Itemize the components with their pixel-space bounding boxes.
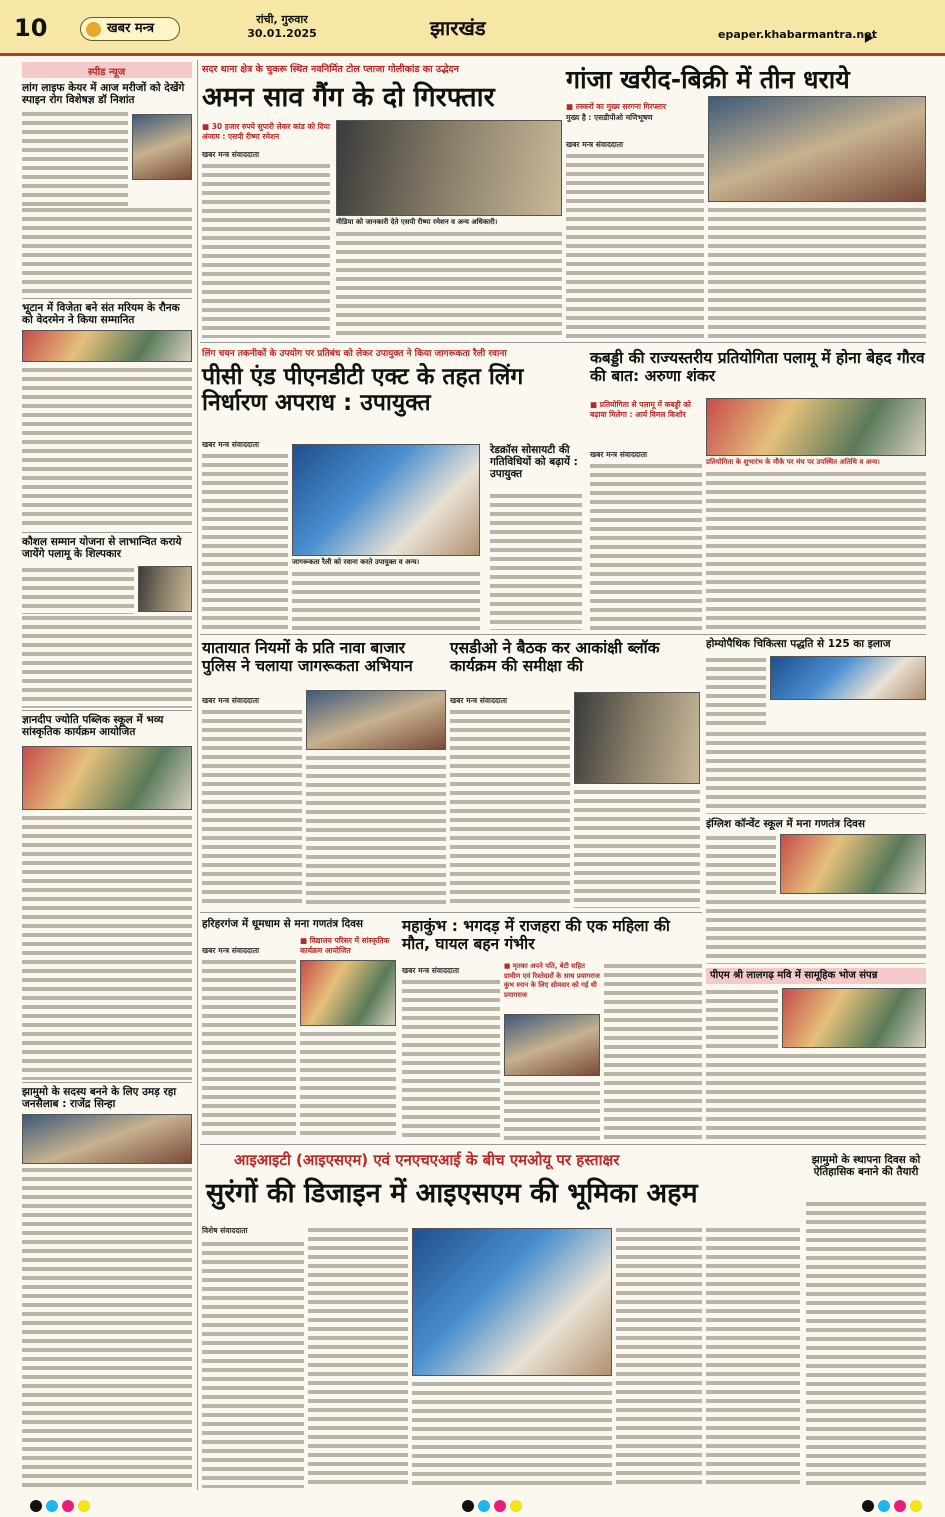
magenta-mark-icon <box>494 1500 506 1512</box>
story-iit-col3 <box>412 1380 612 1488</box>
story-gyandeep-text <box>22 814 192 1080</box>
photo-cultural <box>22 746 192 810</box>
headline-iit: सुरंगों की डिजाइन में आइएसएम की भूमिका अहम <box>206 1178 698 1209</box>
headline-bhutan: भूटान में विजेता बने संत मरियम के रौनक को वेदरमेन ने किया सम्मानित <box>22 302 180 327</box>
story-sdo-col2 <box>574 788 700 908</box>
story-pcpndt-col1 <box>202 452 288 630</box>
yellow-mark-icon <box>78 1500 90 1512</box>
story-pcpndt-col2 <box>292 570 480 630</box>
section-divider <box>200 1144 926 1145</box>
story-mahakumbh-col3 <box>604 962 702 1140</box>
story-jmm-members-text <box>22 1166 192 1492</box>
story-aman-col2 <box>336 230 562 338</box>
epaper-link[interactable]: epaper.khabarmantra.net <box>718 28 877 41</box>
byline-ganja: खबर मन्त्र संवाददाता <box>566 140 624 149</box>
headline-sdo: एसडीओ ने बैठक कर आकांक्षी ब्लॉक कार्यक्रम की समीक्षा की <box>450 639 660 675</box>
yellow-mark-icon <box>910 1500 922 1512</box>
logo-icon <box>86 22 101 37</box>
photo-nava <box>306 690 446 750</box>
speed-news-label: स्पीड न्यूज <box>88 67 126 78</box>
story-mahakumbh-col2 <box>504 1080 600 1140</box>
headline-mahakumbh: महाकुंभ : भगदड़ में राजहरा की एक महिला की मौत, घायल बहन गंभीर <box>402 917 670 953</box>
story-sdo-col1 <box>450 708 570 908</box>
story-kaushal-text-2 <box>22 614 192 708</box>
photo-ganja-seized <box>708 96 926 202</box>
photo-english-convent <box>780 834 926 894</box>
headline-hariharganj: हरिहरगंज में धूमधाम से मना गणतंत्र दिवस <box>202 918 364 930</box>
photo-kabaddi <box>706 398 926 456</box>
byline-aman: खबर मन्त्र संवाददाता <box>202 150 260 159</box>
photo-homeo <box>770 656 926 700</box>
story-nava-col2 <box>306 754 446 908</box>
byline-pcpndt: खबर मन्त्र संवाददाता <box>202 440 260 449</box>
story-english-col1 <box>706 834 776 894</box>
headline-jmm-members: झामुमो के सदस्य बनने के लिए उमड़ रहा जनसैलाब : राजेंद्र सिन्हा <box>22 1086 177 1111</box>
kicker-toll-plaza: सदर थाना क्षेत्र के चुकरू स्थित नवनिर्मित टोल प्लाजा गोलीकांड का उद्भेदन <box>202 64 459 75</box>
registration-mark-icon <box>862 1500 874 1512</box>
story-kabaddi-col1 <box>590 462 702 630</box>
story-ganja-col2 <box>708 206 926 338</box>
caption-kabaddi: प्रतियोगिता के शुभारंभ के मौके पर मंच पर उपस्थित अतिथि व अन्य। <box>706 458 880 466</box>
column-divider <box>197 60 198 1490</box>
photo-doctor <box>132 114 192 180</box>
headline-kaushal: कौशल सम्मान योजना से लाभान्वित कराये जायेंगे पलामू के शिल्पकार <box>22 536 182 561</box>
section-name: झारखंड <box>430 16 486 40</box>
byline-kabaddi: खबर मन्त्र संवाददाता <box>590 450 648 459</box>
headline-homeo: होम्योपैथिक चिकित्सा पद्धति से 125 का इलाज <box>706 638 891 650</box>
story-iit-col4 <box>616 1226 702 1488</box>
photo-sdo <box>574 692 700 784</box>
brand-logo: खबर मन्त्र <box>80 17 180 41</box>
divider <box>22 298 192 299</box>
photo-officer <box>138 566 192 612</box>
subhead-kabaddi: ■ प्रतियोगिता से पलामू में कबड्डी को बढ़ावा मिलेगा : आर्य विमल किशोर <box>590 400 691 419</box>
story-longlife-text <box>22 110 128 206</box>
story-iit-col5 <box>706 1226 800 1488</box>
byline-sdo: खबर मन्त्र संवाददाता <box>450 696 508 705</box>
dateline: रांची, गुरुवार 30.01.2025 <box>247 13 317 40</box>
story-longlife-text-2 <box>22 206 192 296</box>
headline-pcpndt: पीसी एंड पीएनडीटी एक्ट के तहत लिंग निर्धारण अपराध : उपायुक्त <box>202 364 524 417</box>
photo-jmm-meeting <box>22 1114 192 1164</box>
story-homeo-col1 <box>706 656 766 730</box>
headline-gyandeep: ज्ञानदीप ज्योति पब्लिक स्कूल में भव्य सांस्कृतिक कार्यक्रम आयोजित <box>22 714 164 739</box>
magenta-mark-icon <box>894 1500 906 1512</box>
byline-mahakumbh: खबर मन्त्र संवाददाता <box>402 966 460 975</box>
story-iit-col2 <box>308 1226 408 1488</box>
subhead-ganja-2: मुख्य है : एसडीपीओ मणिभूषण <box>566 113 653 122</box>
headline-ganja: गांजा खरीद-बिक्री में तीन धराये <box>566 65 850 94</box>
cyan-mark-icon <box>478 1500 490 1512</box>
story-bhoj-col2 <box>706 1052 926 1140</box>
story-aman-col1 <box>202 162 330 338</box>
subhead-ganja-1: ■ तस्करों का मुख्य सरगना गिरफ्तार <box>566 102 667 111</box>
divider <box>22 710 192 711</box>
print-color-marks <box>0 1496 945 1517</box>
cyan-mark-icon <box>878 1500 890 1512</box>
divider <box>22 1082 192 1083</box>
byline-hariharganj: खबर मन्त्र संवाददाता <box>202 946 260 955</box>
section-divider <box>200 342 926 343</box>
byline-iit: विशेष संवाददाता <box>202 1226 248 1235</box>
story-ganja-col1 <box>566 152 704 338</box>
story-jmm-foundation <box>806 1200 926 1488</box>
caption-rally: जागरूकता रैली को रवाना करते उपायुक्त व अन्य। <box>292 558 420 566</box>
subhead-mahakumbh: ■ मृतका अपने पति, बेटी सहित ग्रामीण एवं रिश्तेदारों के साथ प्रयागराज कुंभ स्नान के लिए सोमवार को गई थी प्रयागराज <box>504 962 600 999</box>
story-kaushal-text <box>22 566 134 614</box>
magenta-mark-icon <box>62 1500 74 1512</box>
caption-aman: मीडिया को जानकारी देते एसपी रीष्मा रमेशन व अन्य अधिकारी। <box>336 218 498 226</box>
headline-kabaddi: कबड्डी की राज्यस्तरीय प्रतियोगिता पलामू में होना बेहद गौरव की बात: अरुणा शंकर <box>590 349 925 385</box>
page-number: 10 <box>14 14 48 42</box>
headline-redcross: रेडक्रॉस सोसायटी की गतिविधियों को बढ़ायें : उपायुक्त <box>490 444 578 481</box>
story-kabaddi-col2 <box>706 470 926 630</box>
headline-jmm-foundation: झामुमो के स्थापना दिवस को ऐतिहासिक बनाने की तैयारी <box>811 1154 921 1179</box>
headline-bhoj: पीएम श्री लालगढ़ मवि में सामूहिक भोज संपन्न <box>710 970 878 981</box>
section-divider <box>200 912 702 913</box>
photo-award <box>22 330 192 362</box>
story-bhoj-col1 <box>706 988 778 1048</box>
headline-english-convent: इंग्लिश कॉन्वेंट स्कूल में मना गणतंत्र दिवस <box>706 818 865 830</box>
section-divider <box>200 634 926 635</box>
kicker-pcpndt: लिंग चयन तकनीकों के उपयोग पर प्रतिबंध को लेकर उपायुक्त ने किया जागरूकता रैली रवाना <box>202 349 507 359</box>
photo-hariharganj <box>300 960 396 1026</box>
photo-mahakumbh-victim <box>504 1014 600 1076</box>
divider <box>22 532 192 533</box>
yellow-mark-icon <box>510 1500 522 1512</box>
cyan-mark-icon <box>46 1500 58 1512</box>
story-redcross <box>490 492 582 630</box>
story-bhutan-text <box>22 366 192 530</box>
photo-iit-mou <box>412 1228 612 1376</box>
photo-arrested <box>336 120 562 216</box>
story-mahakumbh-col1 <box>402 978 500 1140</box>
headline-longlife: लांग लाइफ केयर में आज मरीजों को देखेंगे स्पाइन रोग विशेषज्ञ डॉ निशांत <box>22 82 185 107</box>
registration-mark-icon <box>30 1500 42 1512</box>
headline-nava: यातायात नियमों के प्रति नावा बाजार पुलिस ने चलाया जागरूकता अभियान <box>202 639 413 675</box>
byline-nava: खबर मन्त्र संवाददाता <box>202 696 260 705</box>
kicker-iit-mou: आइआइटी (आइएसएम) एवं एनएचएआई के बीच एमओयू पर हस्ताक्षर <box>234 1151 620 1169</box>
photo-bhoj <box>782 988 926 1048</box>
subhead-hariharganj: ■ विद्यालय परिसर में सांस्कृतिक कार्यक्रम आयोजित <box>300 936 390 955</box>
headline-aman-sao: अमन साव गैंग के दो गिरफ्तार <box>202 82 495 113</box>
photo-rally <box>292 444 480 556</box>
subhead-aman-sao: ■ 30 हजार रुपये सुपारी लेकर कांड को दिया अंजाम : एसपी रीष्मा रमेशन <box>202 122 330 141</box>
story-nava-col1 <box>202 708 302 908</box>
story-hariharganj-col2 <box>300 1030 396 1140</box>
story-english-col2 <box>706 898 926 964</box>
story-iit-col1 <box>202 1240 304 1488</box>
story-hariharganj-col1 <box>202 958 296 1140</box>
story-homeo-col2 <box>706 730 926 814</box>
registration-mark-icon <box>462 1500 474 1512</box>
